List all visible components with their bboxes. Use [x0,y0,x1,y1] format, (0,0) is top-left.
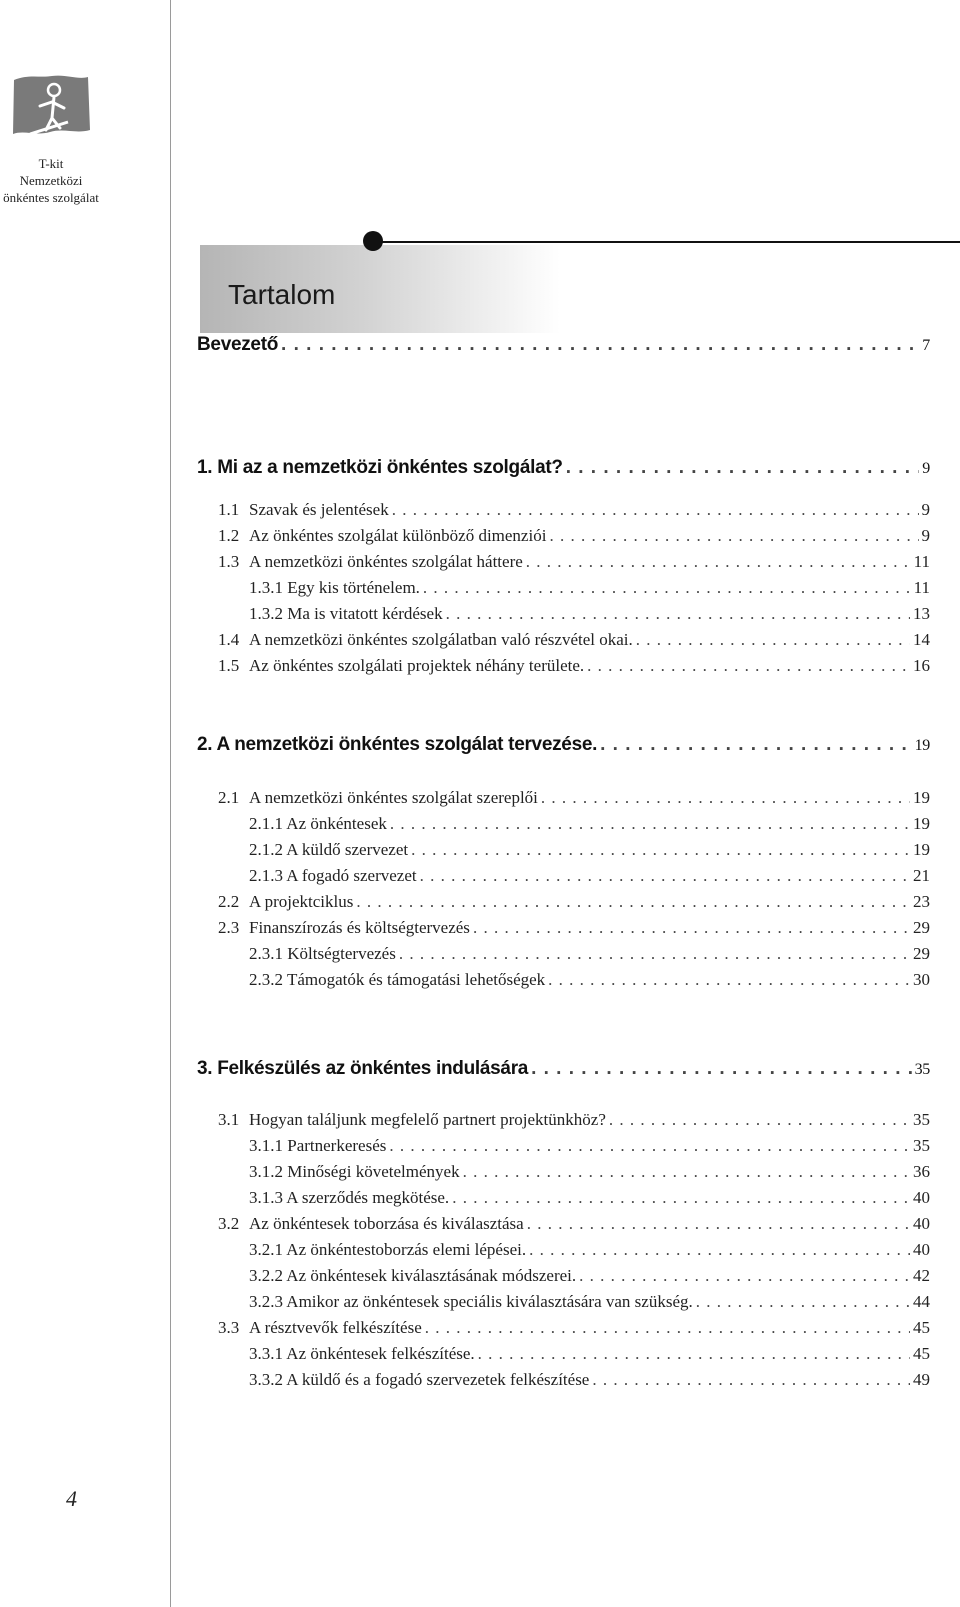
toc-subsection-row[interactable] [249,814,930,834]
toc-entry-number: 1.5 [218,656,240,675]
toc-leader-dots [425,1318,910,1338]
toc-page-number: 44 [913,1292,930,1311]
toc-entry-title: 3.2.1 Az önkéntestoborzás elemi lépései. [249,1240,527,1259]
toc-page-number: 16 [913,656,930,675]
toc-entry-text [218,500,389,520]
toc-subsection-row[interactable] [249,1240,930,1260]
toc-leader-dots [529,1240,910,1260]
toc-entry-text [249,944,396,964]
toc-subsection-row[interactable] [249,1344,930,1364]
toc-chapter-row[interactable] [197,457,930,479]
toc-section-row[interactable] [218,552,930,572]
toc-section-row[interactable] [218,656,930,676]
toc-entry-title: A nemzetközi önkéntes szolgálat háttere [249,552,523,571]
toc-entry-title: 2.3.1 Költségtervezés [249,944,396,963]
toc-page-number: 49 [913,1370,930,1389]
toc-entry-number: 1.3 [218,552,240,571]
toc-entry-text [218,1110,606,1130]
toc-entry-title: 2.1.3 A fogadó szervezet [249,866,417,885]
toc-section-row[interactable] [218,630,930,650]
series-label [0,155,102,206]
toc-entry-title: 3.2.3 Amikor az önkéntesek speciális kiválasztására van szükség. [249,1292,693,1311]
toc-entry-text [218,788,538,808]
toc-subsection-row[interactable] [249,604,930,624]
toc-entry-title: 3.1.1 Partnerkeresés [249,1136,387,1155]
toc-entry-title: Hogyan találjunk megfelelő partnert projektünkhöz? [249,1110,606,1129]
toc-page-number: 35 [913,1136,930,1155]
toc-entry-text [218,526,546,546]
toc-entry-number: 3.1 [218,1110,240,1129]
toc-subsection-row[interactable] [249,1292,930,1312]
toc-entry-title: 3.3.1 Az önkéntesek felkészítése. [249,1344,475,1363]
toc-entry-text [249,1266,576,1286]
toc-entry-title: 3.2.2 Az önkéntesek kiválasztásának módszerei. [249,1266,577,1285]
series-label-line: Nemzetközi [19,173,83,188]
toc-entry-number: 1.2 [218,526,240,545]
toc-leader-dots [392,500,919,520]
toc-section-row[interactable] [218,500,930,520]
toc-leader-dots [399,944,910,964]
toc-entry-number: 1.1 [218,500,240,519]
toc-entry-text [218,918,470,938]
toc-section-row[interactable] [218,1318,930,1338]
toc-entry-title: Finanszírozás és költségtervezés [249,918,470,937]
toc-entry-text [218,892,353,912]
toc-entry-text [218,630,633,650]
toc-page-number: 40 [913,1188,930,1207]
toc-entry-text [249,1162,460,1182]
toc-leader-dots [389,1136,910,1156]
toc-leader-dots [609,1110,910,1130]
toc-entry-title: Az önkéntesek toborzása és kiválasztása [249,1214,524,1233]
toc-entry-title: Bevezető [197,334,279,355]
toc-entry-title: 3.3.2 A küldő és a fogadó szervezetek felkészítése [249,1370,590,1389]
toc-subsection-row[interactable] [249,1188,930,1208]
toc-page-number: 45 [913,1344,930,1363]
toc-entry-text [197,457,563,479]
toc-entry-text [249,866,417,886]
toc-chapter-row[interactable] [197,734,930,756]
toc-leader-dots [446,604,910,624]
series-label-line: T-kit [38,156,64,171]
toc-entry-text [249,1136,386,1156]
toc-leader-dots [549,526,918,546]
header-rule [378,241,960,243]
toc-subsection-row[interactable] [249,840,930,860]
toc-entry-title: 1.3.2 Ma is vitatott kérdések [249,604,443,623]
toc-page-number: 29 [913,918,930,937]
toc-page-number: 36 [913,1162,930,1181]
toc-leader-dots [600,734,912,756]
toc-entry-text [249,970,545,990]
toc-entry-title: 2.1.1 Az önkéntesek [249,814,387,833]
toc-entry-title: 2.1.2 A küldő szervezet [249,840,409,859]
toc-entry-title: 1.3.1 Egy kis történelem. [249,578,420,597]
toc-leader-dots [420,866,910,886]
toc-leader-dots [579,1266,910,1286]
toc-page-number: 11 [913,552,930,571]
toc-entry-title: 3.1.3 A szerződés megkötése. [249,1188,450,1207]
toc-subsection-row[interactable] [249,578,930,598]
toc-entry-text [249,1240,526,1260]
toc-entry-text [197,734,597,756]
toc-subsection-row[interactable] [249,1266,930,1286]
toc-page-number: 30 [913,970,930,989]
toc-entry-text [218,656,584,676]
toc-leader-dots [356,892,910,912]
toc-entry-text [249,1370,589,1390]
toc-leader-dots [566,457,920,479]
toc-page-number: 7 [922,337,930,354]
toc-leader-dots [281,334,919,356]
toc-entry-text [249,814,387,834]
toc-page-number: 14 [913,630,930,649]
toc-entry-text [218,1318,422,1338]
toc-page-number: 35 [913,1110,930,1129]
toc-leader-dots [587,656,910,676]
toc-entry-title: 3.1.2 Minőségi követelmények [249,1162,460,1181]
toc-leader-dots [411,840,910,860]
toc-entry-text [249,604,443,624]
toc-page-number: 29 [913,944,930,963]
toc-subsection-row[interactable] [249,866,930,886]
toc-entry-number: 2.3 [218,918,240,937]
toc-subsection-row[interactable] [249,1162,930,1182]
toc-entry-number: 2.1 [218,788,240,807]
page-number: 4 [66,1486,77,1511]
toc-subsection-row[interactable] [249,970,930,990]
toc-leader-dots [541,788,910,808]
toc-page-number: 11 [913,578,930,597]
toc-leader-dots [473,918,910,938]
toc-subsection-row[interactable] [249,1370,930,1390]
toc-leader-dots [592,1370,910,1390]
toc-entry-title: A nemzetközi önkéntes szolgálat szereplői [249,788,538,807]
toc-chapter-row[interactable] [197,1058,930,1080]
toc-entry-text [218,552,523,572]
toc-page-number: 21 [913,866,930,885]
toc-entry-text [249,840,408,860]
toc-entry-number: 3.3 [218,1318,240,1337]
toc-section-row[interactable] [218,892,930,912]
toc-page-number: 19 [913,788,930,807]
margin-divider-line [170,0,171,1607]
toc-page-number: 23 [913,892,930,911]
toc-entry-text [249,1292,693,1312]
toc-leader-dots [423,578,911,598]
toc-section-row[interactable] [218,1214,930,1234]
toc-entry-number: 2.2 [218,892,240,911]
toc-leader-dots [452,1188,910,1208]
toc-entry-title: 2.3.2 Támogatók és támogatási lehetőségek [249,970,546,989]
series-label-line: önkéntes szolgálat [3,190,99,205]
toc-chapter-row[interactable] [197,334,930,356]
toc-page-number: 35 [914,1061,930,1078]
toc-entry-title: 1. Mi az a nemzetközi önkéntes szolgálat? [197,457,563,478]
toc-page-number: 19 [913,840,930,859]
toc-leader-dots [696,1292,910,1312]
toc-page-number: 9 [921,526,930,545]
toc-entry-text [197,1058,528,1080]
toc-leader-dots [478,1344,910,1364]
toc-entry-text [197,334,278,356]
toc-section-row[interactable] [218,918,930,938]
toc-entry-text [249,578,420,598]
toc-leader-dots [526,552,911,572]
t-kit-logo-icon [10,72,92,142]
toc-entry-title: 2. A nemzetközi önkéntes szolgálat tervezése. [197,734,598,755]
toc-page-number: 9 [922,460,930,477]
toc-section-row[interactable] [218,1110,930,1130]
toc-page-number: 13 [913,604,930,623]
toc-entry-text [218,1214,524,1234]
toc-page-number: 40 [913,1240,930,1259]
header-bullet [363,231,383,251]
toc-page-number: 42 [913,1266,930,1285]
toc-entry-title: A nemzetközi önkéntes szolgálatban való részvétel okai. [249,630,633,649]
toc-section-row[interactable] [218,788,930,808]
toc-entry-title: Szavak és jelentések [249,500,389,519]
toc-page-number: 40 [913,1214,930,1233]
toc-entry-text [249,1188,449,1208]
toc-page-number: 19 [914,737,930,754]
toc-entry-title: 3. Felkészülés az önkéntes indulására [197,1058,529,1079]
toc-leader-dots [636,630,910,650]
toc-subsection-row[interactable] [249,1136,930,1156]
page-title: Tartalom [228,279,336,310]
toc-leader-dots [527,1214,910,1234]
toc-page-number: 9 [921,500,930,519]
toc-entry-title: Az önkéntes szolgálat különböző dimenziói [249,526,547,545]
toc-entry-number: 3.2 [218,1214,240,1233]
toc-subsection-row[interactable] [249,944,930,964]
toc-entry-title: A projektciklus [249,892,354,911]
toc-leader-dots [463,1162,910,1182]
toc-entry-title: Az önkéntes szolgálati projektek néhány területe. [249,656,585,675]
toc-leader-dots [390,814,910,834]
toc-entry-number: 1.4 [218,630,240,649]
toc-entry-text [249,1344,475,1364]
toc-leader-dots [531,1058,912,1080]
toc-page-number: 19 [913,814,930,833]
toc-leader-dots [548,970,910,990]
toc-entry-title: A résztvevők felkészítése [249,1318,422,1337]
toc-section-row[interactable] [218,526,930,546]
toc-page-number: 45 [913,1318,930,1337]
